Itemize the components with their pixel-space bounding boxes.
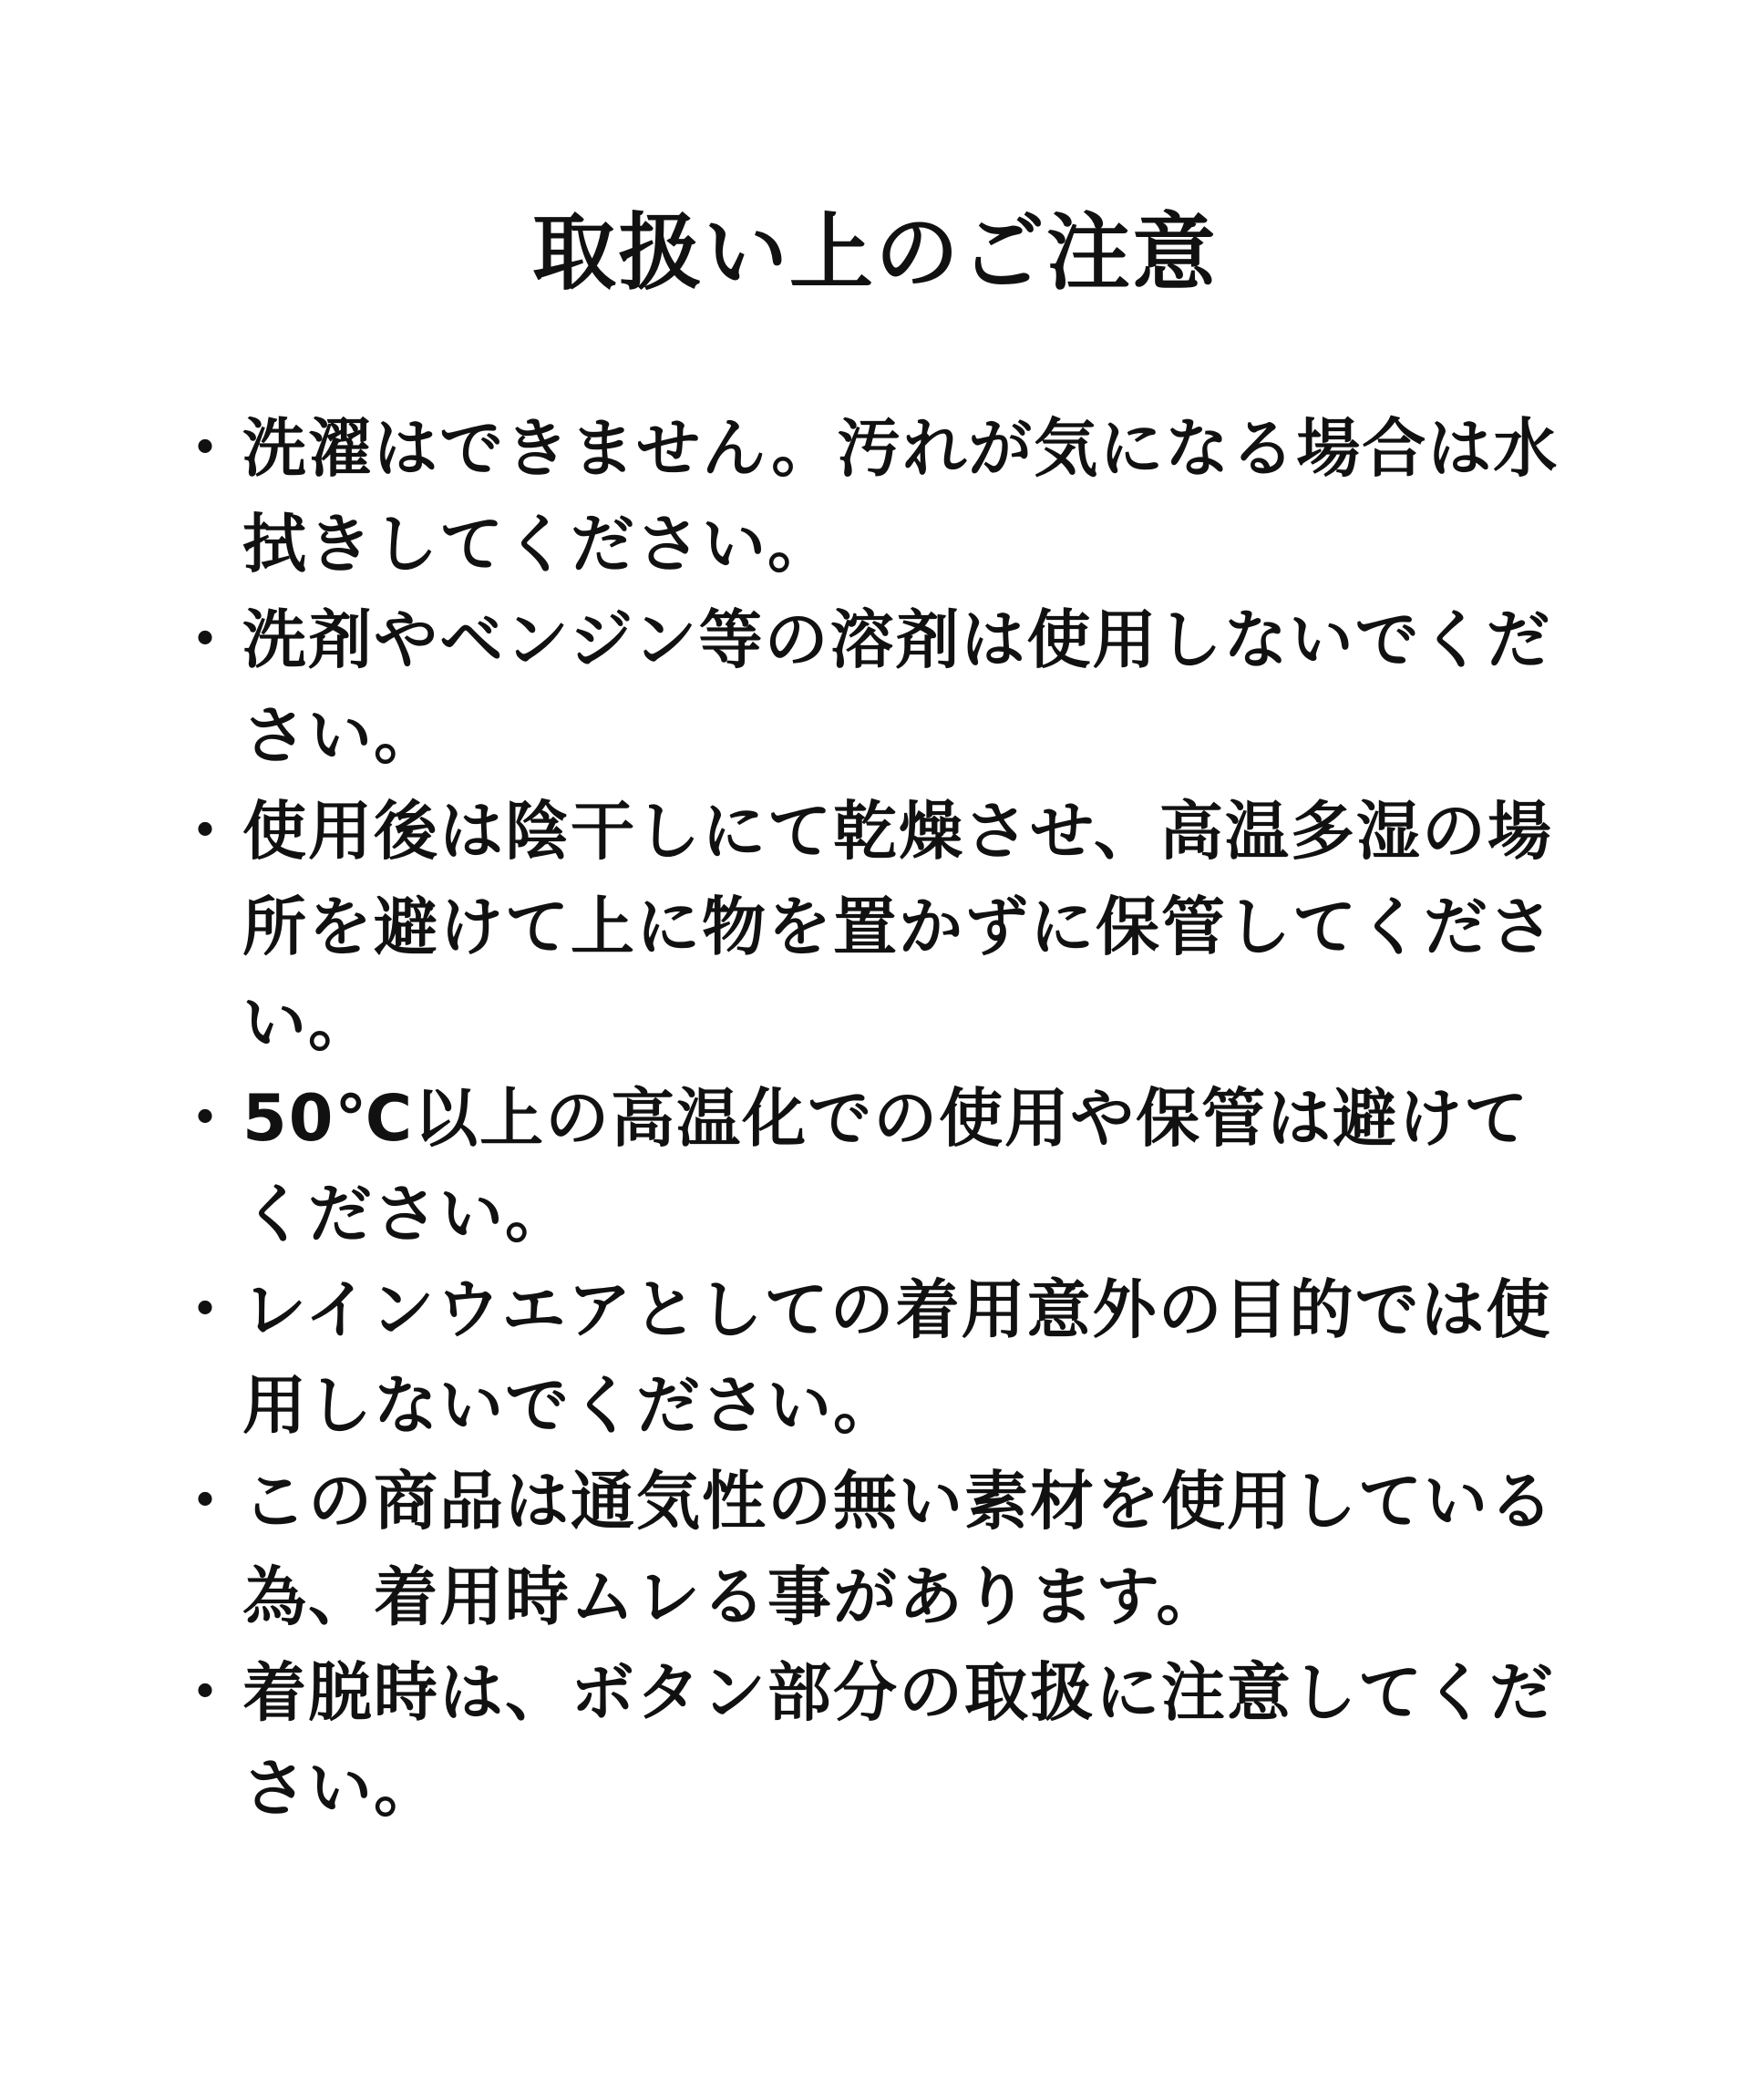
- note-text: 洗剤やベンジン等の溶剤は使用しないでください。: [242, 602, 1552, 773]
- page-title: 取扱い上のご注意: [531, 204, 1218, 302]
- bullet-icon: ・: [173, 411, 239, 486]
- note-text: この商品は通気性の無い素材を使用している為、着用時ムレる事があります。: [242, 1464, 1555, 1634]
- note-text: 洗濯はできません。汚れが気になる場合は水拭きしてください。: [242, 411, 1560, 582]
- bullet-icon: ・: [173, 602, 239, 677]
- list-item: [173, 592, 1595, 784]
- list-item: [173, 784, 1595, 1071]
- note-text: レインウエアとしての着用意外の目的では使用しないでください。: [242, 1272, 1552, 1443]
- list-item: [173, 1071, 1595, 1262]
- list-item: [173, 401, 1595, 592]
- bullet-icon: ・: [173, 1081, 239, 1156]
- list-item: [173, 1262, 1595, 1454]
- bullet-icon: ・: [173, 1272, 239, 1347]
- bullet-icon: ・: [173, 1464, 239, 1539]
- note-text: 50℃以上の高温化での使用や保管は避けてください。: [242, 1081, 1530, 1251]
- note-text: 着脱時は、ボタン部分の取扱に注意してください。: [242, 1655, 1555, 1826]
- bullet-icon: ・: [173, 1655, 239, 1730]
- list-item: [173, 1645, 1595, 1837]
- bullet-icon: ・: [173, 794, 239, 869]
- caution-list: [173, 401, 1595, 1837]
- list-item: [173, 1454, 1595, 1645]
- note-text: 使用後は陰干しにて乾燥させ、高温多湿の場所を避けて上に物を置かずに保管してください。: [242, 794, 1555, 1060]
